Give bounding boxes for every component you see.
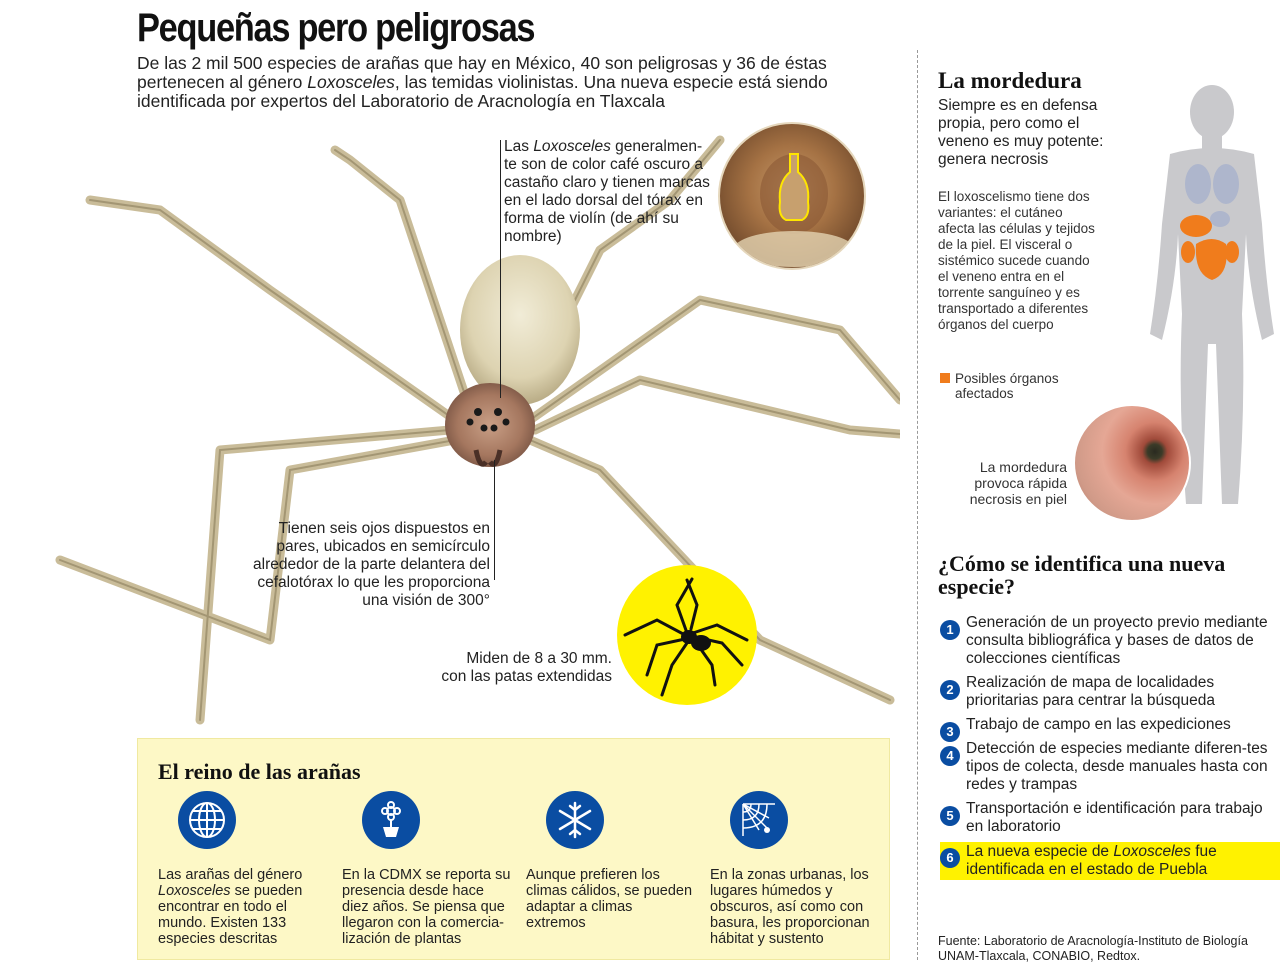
step-text: Realización de mapa de localidades prioritarias para centrar la búsqueda	[966, 674, 1215, 709]
step-text: La nueva especie de	[966, 843, 1114, 860]
bite-subtitle: Siempre es en defensa propia, pero como el veneno es muy potente: genera necrosis	[938, 97, 1104, 168]
step-number: 5	[940, 806, 960, 826]
kingdom-item-text: En la zonas urbanas, los lugares húmedos y obscuros, así como con basura, les proporcionan hábitat y sustento	[710, 867, 870, 947]
spider-leg	[535, 380, 900, 440]
identify-steps	[940, 614, 1280, 886]
kingdom-title: El reino de las arañas	[158, 759, 361, 784]
potted-flower-icon	[362, 791, 420, 849]
kingdom-item-text: En la CDMX se reporta su presencia desde hace diez años. Se piensa que llegaron con la comercia-lización de plantas	[342, 867, 511, 947]
step-item	[940, 800, 1280, 836]
bite-title: La mordedura	[938, 68, 1082, 93]
step-item	[940, 716, 1280, 739]
step-text: Detección de especies mediante diferen-tes tipos de colecta, desde manuales hasta con redes y trampas	[966, 740, 1268, 793]
intro-genus: Loxosceles	[307, 72, 395, 92]
callout-eyes: Tienen seis ojos dispuestos en pares, ubicados en semicírculo alrededor de la parte delantera del cefalotórax lo que les proporciona una visión de 300°	[253, 520, 490, 609]
legend-label: Posibles órganos afectados	[955, 371, 1059, 401]
wound-caption: La mordedura provoca rápida necrosis en piel	[969, 459, 1067, 507]
step-number: 6	[940, 848, 960, 868]
globe-icon	[178, 791, 236, 849]
spider-silhouette-icon	[617, 565, 757, 705]
organ-legend	[940, 371, 1073, 401]
step-genus: Loxosceles	[1113, 843, 1191, 860]
spider-cephalothorax	[445, 383, 535, 467]
step-text-end: fue identificada en el estado de Puebla	[966, 843, 1217, 878]
step-text: Transportación e identificación para trabajo en laboratorio	[966, 800, 1263, 835]
callout-violin-text: Las	[504, 138, 534, 155]
violin-outline-icon	[720, 124, 866, 270]
callout-size: Miden de 8 a 30 mm. con las patas extendidas	[441, 650, 612, 685]
intro-text: De las 2 mil 500 especies de arañas que hay en México, 40 son peligrosas y 36 de éstas pertenecen al género	[137, 53, 827, 92]
violin-marking-photo	[718, 122, 866, 270]
callout-violin	[504, 138, 714, 246]
step-item-highlighted	[940, 842, 1280, 880]
spider-leg	[90, 200, 455, 420]
bite-body: El loxoscelismo tiene dos variantes: el cutáneo afecta las células y tejidos de la piel. El visceral o sistémico sucede cuando el veneno entra en el torrente sanguíneo y es transportado a diferentes órganos del cuerpo	[938, 189, 1095, 332]
spider-leg	[335, 150, 470, 410]
callout-line-eyes	[494, 460, 495, 580]
kingdom-item-climate	[526, 791, 696, 931]
wound-photo	[1073, 404, 1191, 522]
step-number: 4	[940, 746, 960, 766]
intro-paragraph	[137, 54, 867, 111]
kingdom-text-part-end: se pueden encontrar en todo el mundo. Existen 133 especies descritas	[158, 883, 303, 947]
step-text: Generación de un proyecto previo mediante consulta bibliográfica y bases de datos de colecciones científicas	[966, 614, 1268, 667]
callout-line-violin	[500, 140, 501, 398]
step-number: 2	[940, 680, 960, 700]
kingdom-item-globe	[158, 791, 328, 947]
callout-violin-genus: Loxosceles	[533, 138, 611, 155]
legend-swatch	[940, 373, 950, 383]
kingdom-item-text: Aunque prefieren los climas cálidos, se pueden adaptar a climas extremos	[526, 867, 693, 931]
kingdom-text-part: Las arañas del género	[158, 867, 303, 883]
spider-size-badge	[617, 565, 757, 705]
step-number: 1	[940, 620, 960, 640]
snowflake-icon	[546, 791, 604, 849]
kingdom-box	[137, 738, 890, 960]
kingdom-item-urban	[710, 791, 880, 947]
step-item	[940, 674, 1280, 710]
step-item	[940, 740, 1280, 794]
kingdom-item-text	[158, 867, 328, 947]
intro-text-end: , las temidas violinistas. Una nueva especie está siendo identificada por expertos del Laboratorio de Aracnología en Tlaxcala	[137, 72, 828, 111]
page-title: Pequeñas pero peligrosas	[137, 6, 535, 50]
identify-title: ¿Cómo se identifica una nueva especie?	[938, 551, 1226, 599]
step-text: Trabajo de campo en las expediciones	[966, 716, 1231, 733]
callout-violin-text-end: generalmen-te son de color café oscuro a castaño claro y tienen marcas en el lado dorsal del tórax en forma de violín (de ahí su nombre)	[504, 138, 710, 245]
spider-abdomen	[460, 255, 580, 405]
spider-web-icon	[730, 791, 788, 849]
step-number: 3	[940, 722, 960, 742]
kingdom-item-plant	[342, 791, 512, 947]
kingdom-text-genus: Loxosceles	[158, 883, 231, 899]
step-item	[940, 614, 1280, 668]
source-credit: Fuente: Laboratorio de Aracnología-Instituto de Biología UNAM-Tlaxcala, CONABIO, Redtox.	[938, 934, 1248, 963]
column-divider	[917, 50, 918, 960]
